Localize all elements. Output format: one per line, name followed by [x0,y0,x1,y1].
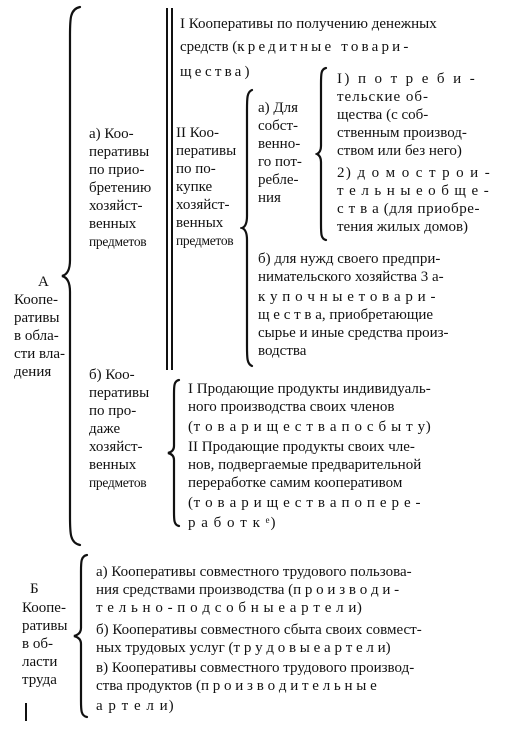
text-line: в) Кооперативы совместного трудового производ- [96,660,415,676]
text-fragment: ) [244,64,250,80]
text-line: I) п о т р е б и - [337,71,478,87]
label-line: ния [258,190,281,206]
text-line: ством или без него) [337,143,462,159]
text-line: а) Кооперативы совместного трудового пользова- [96,564,412,580]
label-line: собст- [258,118,298,134]
text-line: I Кооперативы по получению денежных [180,16,437,32]
text-line: тения жилых домов) [337,219,469,235]
text-line: II Продающие продукты своих чле- [188,439,415,455]
section-b-brace [72,553,90,719]
label-line: II Коо- [176,125,219,141]
text-line: а р т е л и) [96,698,175,714]
text-fragment: средств ( [180,39,238,55]
text-line: р а б о т к ᵉ) [188,515,277,531]
sale-brace [166,378,182,528]
text-line: I Продающие продукты индивидуаль- [188,381,431,397]
label-line: венно- [258,136,301,152]
text-line: ного производства своих членов [188,399,395,415]
text-line: 2) д о м о с т р о и - [337,165,492,181]
label-line: ребле- [258,172,299,188]
section-a-title-line: сти вла- [14,346,66,362]
text-line: ных трудовых услуг (т р у д о в ы е а р т е л и) [96,640,391,656]
text-line: т е л ь н о - п о д с о б н ы е а р т е л и) [96,600,363,616]
label-line: венных [89,457,137,473]
section-a-title-line: ративы [14,310,60,326]
text-line: ственным производ- [337,125,467,141]
label-line: даже [89,421,121,437]
label-line: хозяйст- [89,198,143,214]
text-line: нимательского хозяйства 3 а- [258,269,444,285]
label-line: хозяйст- [176,197,230,213]
label-line: по по- [176,161,216,177]
purchase-divider-line [166,8,168,370]
label-line: перативы [176,143,237,159]
section-b-title-line: ративы [22,618,68,634]
goods-brace [240,88,256,368]
section-b-letter: Б [30,581,39,597]
text-fragment: кредитные товари- [237,39,412,55]
label-line: хозяйст- [89,439,143,455]
text-line: б) для нужд своего предпри- [258,251,441,267]
text-line: щ е с т в а, приобретающие [258,307,434,323]
text-line: нов, подвергаемые предварительной [188,457,422,473]
section-a-letter: А [38,274,49,290]
section-a-title-line: в обла- [14,328,59,344]
margin-mark [25,703,27,721]
own-use-brace [315,66,329,242]
label-line: го пот- [258,154,302,170]
text-line: водства [258,343,307,359]
section-a-brace [60,5,84,547]
text-line: т е л ь н ы е о б щ е - [337,183,490,199]
text-fragment: щества [180,64,245,80]
section-b-title-line: ласти [22,654,58,670]
label-line: а) Коо- [89,126,134,142]
label-line: предметов [89,475,147,490]
label-line: перативы [89,385,150,401]
label-line: купке [176,179,213,195]
text-line: с т в а (для приобре- [337,201,481,217]
label-line: бретению [89,180,152,196]
label-line: по про- [89,403,137,419]
label-line: венных [89,216,137,232]
label-line: а) Для [258,100,299,116]
text-line: щества (с соб- [337,107,429,123]
section-b-title-line: в об- [22,636,53,652]
label-line: перативы [89,144,150,160]
label-line: предметов [176,233,234,248]
text-line: ства продуктов (п р о и з в о д и т е л ь н ы е [96,678,377,694]
section-b-title-line: Коопе- [22,600,66,616]
label-line: по прио- [89,162,145,178]
text-line: переработке самим кооперативом [188,475,403,491]
text-line: сырье и иные средства произ- [258,325,449,341]
label-line: венных [176,215,224,231]
text-line: (т о в а р и щ е с т в а п о с б ы т у) [188,419,432,435]
text-line: к у п о ч н ы е т о в а р и - [258,289,436,305]
label-line: предметов [89,234,147,249]
purchase-divider-line [171,8,173,370]
label-line: б) Коо- [89,367,135,383]
text-line: ния средствами производства (п р о и з в о д и - [96,582,400,598]
text-line: тельские об- [337,89,430,105]
section-a-title-line: дения [14,364,52,380]
text-line: б) Кооперативы совместного сбыта своих совмест- [96,622,422,638]
text-line: (т о в а р и щ е с т в а п о п е р е - [188,495,422,511]
section-b-title-line: труда [22,672,57,688]
section-a-title-line: Коопе- [14,292,58,308]
